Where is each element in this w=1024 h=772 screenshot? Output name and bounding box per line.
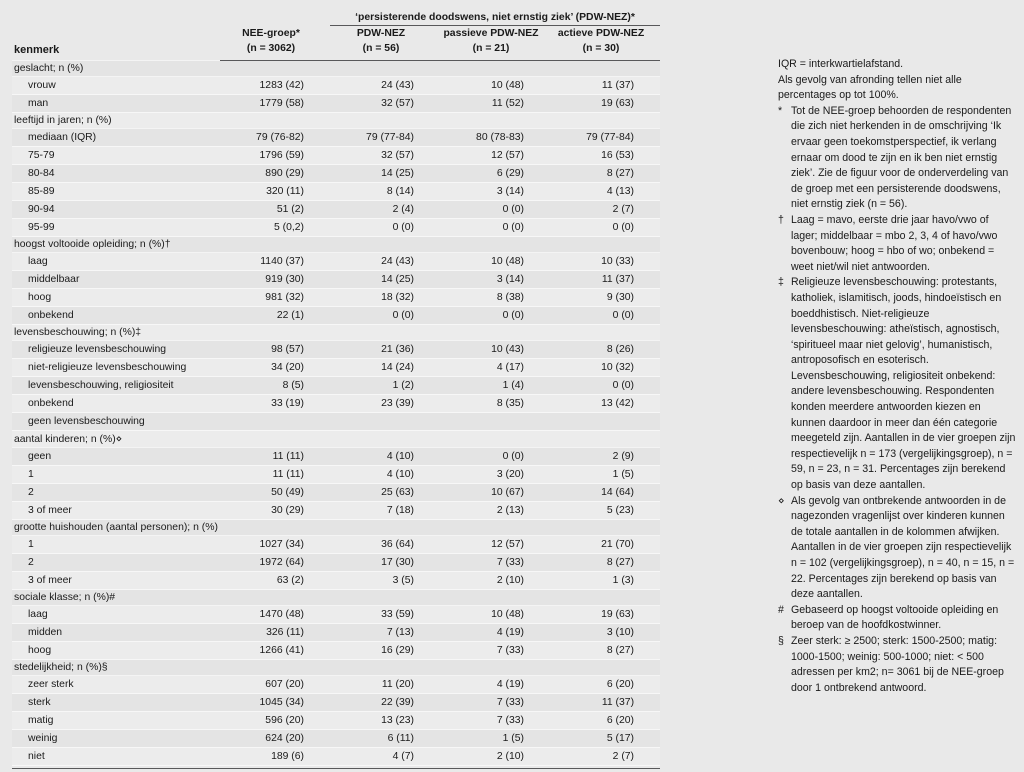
table-row [12,712,660,730]
table-row [12,271,660,289]
row-value: 32 (57) [330,147,440,165]
header-subcol-1-n: (n = 21) [472,43,510,54]
row-value: 624 (20) [220,730,330,748]
table-row [12,554,660,572]
section-spacer-cell [440,520,550,536]
section-spacer-cell [550,325,660,341]
row-value: 2 (13) [440,502,550,520]
row-value: 21 (36) [330,341,440,359]
row-label: mediaan (IQR) [12,129,220,147]
footnote-marker: ‡ [778,276,784,289]
bottom-rule-cell [550,766,660,769]
row-value: 1 (2) [330,377,440,395]
section-title: grootte huishouden (aantal personen); n (%) [12,520,220,536]
row-value: 16 (53) [550,147,660,165]
row-value: 596 (20) [220,712,330,730]
row-value: 1779 (58) [220,95,330,113]
row-label: 75-79 [12,147,220,165]
row-label: hoog [12,289,220,307]
section-spacer-cell [550,237,660,253]
row-value [440,413,550,431]
row-label: niet [12,748,220,766]
section-spacer-cell [440,660,550,676]
row-value: 8 (27) [550,165,660,183]
footnote-text: Als gevolg van ontbrekende antwoorden in de nagezonden vragenlijst over kinderen kunnen de totale aantallen in de kolommen afwijken. Aantallen in de vier groepen zijn respectievelijk n = 102 (vergelijkingsgroep), n = 40, n = 15, n = 22. Percentages zijn berekend op basis van deze aantallen. [791,494,1015,601]
section-spacer-cell [440,590,550,606]
row-value: 919 (30) [220,271,330,289]
row-value: 7 (33) [440,694,550,712]
row-label: onbekend [12,395,220,413]
section-spacer-cell [330,113,440,129]
row-label: geen [12,448,220,466]
row-value: 11 (37) [550,271,660,289]
footnote-plain: Als gevolg van afronding tellen niet alle percentages op tot 100%. [778,73,962,102]
section-header-row [12,113,660,129]
table-row [12,165,660,183]
row-value: 7 (13) [330,624,440,642]
row-label: vrouw [12,77,220,95]
section-header-row [12,61,660,77]
footnote-item [778,104,1016,213]
row-value: 6 (20) [550,676,660,694]
section-title: geslacht; n (%) [12,61,220,77]
section-header-row [12,520,660,536]
row-value: 8 (26) [550,341,660,359]
section-title: hoogst voltooide opleiding; n (%)† [12,237,220,253]
row-value: 6 (29) [440,165,550,183]
row-value: 5 (0,2) [220,219,330,237]
row-value: 1 (5) [550,466,660,484]
row-value: 0 (0) [440,201,550,219]
header-row-span [12,12,660,26]
row-value [550,413,660,431]
section-spacer-cell [550,590,660,606]
header-nee-groep [220,12,330,58]
row-value: 607 (20) [220,676,330,694]
footnote-text: Religieuze levensbeschouwing: protestants, katholiek, islamitisch, joods, hindoeïstisch en boeddhistisch. Niet-religieuze levensbeschouwing: atheïstisch, agnostisch, ‘spiritueel maar niet gelovig’, humanistisch, antroposofisch en esoterisch. Levensbeschouwing, religiositeit onbekend: andere levensbeschouwing. Respondenten konden meerdere antwoorden kiezen en kunnen daardoor in meer dan één categorie meegeteld zijn. Aantallen in de vier groepen zijn respectievelijk n = 173 (vergelijkingsgroep), n = 59, n = 23, n = 31. Percentages zijn berekend op basis van deze aantallen. [791,276,1016,492]
table-row [12,694,660,712]
row-value: 13 (42) [550,395,660,413]
row-value: 10 (33) [550,253,660,271]
row-value: 30 (29) [220,502,330,520]
row-value: 3 (5) [330,572,440,590]
row-value: 4 (17) [440,359,550,377]
row-value: 14 (25) [330,271,440,289]
row-value: 8 (27) [550,554,660,572]
row-label: hoog [12,642,220,660]
bottom-rule-cell [440,766,550,769]
row-label: matig [12,712,220,730]
row-value: 25 (63) [330,484,440,502]
row-value: 0 (0) [440,219,550,237]
footnotes-panel [668,0,1024,772]
header-kenmerk: kenmerk [12,12,220,61]
section-header-row [12,660,660,676]
row-value: 14 (64) [550,484,660,502]
row-value: 320 (11) [220,183,330,201]
section-title: sociale klasse; n (%)# [12,590,220,606]
row-label: 2 [12,484,220,502]
row-value: 0 (0) [330,307,440,325]
section-title: aantal kinderen; n (%)⋄ [12,431,220,448]
section-spacer-cell [220,61,330,77]
row-value: 8 (35) [440,395,550,413]
row-value: 4 (13) [550,183,660,201]
row-value: 1 (4) [440,377,550,395]
row-value: 3 (20) [440,466,550,484]
row-value: 2 (10) [440,572,550,590]
row-value: 19 (63) [550,606,660,624]
row-value: 12 (57) [440,536,550,554]
table-row [12,201,660,219]
characteristics-table [12,12,660,769]
row-value: 10 (43) [440,341,550,359]
row-value: 8 (14) [330,183,440,201]
section-spacer-cell [550,61,660,77]
table-row [12,730,660,748]
row-value: 4 (10) [330,466,440,484]
header-subcol-1 [440,26,550,59]
table-row [12,253,660,271]
section-spacer-cell [330,590,440,606]
row-value: 7 (33) [440,712,550,730]
row-value: 2 (7) [550,748,660,766]
row-value: 3 (14) [440,183,550,201]
row-label: laag [12,253,220,271]
row-label: weinig [12,730,220,748]
table-body [12,61,660,769]
section-title: levensbeschouwing; n (%)‡ [12,325,220,341]
row-value: 1266 (41) [220,642,330,660]
row-value: 10 (48) [440,77,550,95]
header-pdwnez-span-title: ‘persisterende doodswens, niet ernstig ziek’ (PDW-NEZ)* [330,12,660,26]
row-value: 0 (0) [550,377,660,395]
section-spacer-cell [550,520,660,536]
row-value: 33 (59) [330,606,440,624]
row-value: 189 (6) [220,748,330,766]
row-value: 2 (9) [550,448,660,466]
table-row [12,359,660,377]
row-value: 10 (48) [440,606,550,624]
row-value: 3 (14) [440,271,550,289]
row-value: 12 (57) [440,147,550,165]
row-value: 0 (0) [550,219,660,237]
section-spacer-cell [220,520,330,536]
row-value: 7 (18) [330,502,440,520]
section-title: stedelijkheid; n (%)§ [12,660,220,676]
table-row [12,466,660,484]
row-value: 4 (19) [440,676,550,694]
footnote-item [778,275,1016,493]
section-spacer-cell [220,431,330,448]
section-header-row [12,237,660,253]
header-nee-groep-n: (n = 3062) [246,43,296,54]
row-value: 17 (30) [330,554,440,572]
table-row [12,289,660,307]
row-label: 80-84 [12,165,220,183]
row-value: 1796 (59) [220,147,330,165]
section-title: leeftijd in jaren; n (%) [12,113,220,129]
table-row [12,572,660,590]
row-value: 23 (39) [330,395,440,413]
bottom-rule-cell [220,766,330,769]
row-value: 0 (0) [550,307,660,325]
footnote-item [778,213,1016,275]
table-row [12,676,660,694]
header-subcol-0 [330,26,440,59]
row-label: religieuze levensbeschouwing [12,341,220,359]
row-label: geen levensbeschouwing [12,413,220,431]
row-value: 4 (10) [330,448,440,466]
row-value: 14 (24) [330,359,440,377]
row-value: 1283 (42) [220,77,330,95]
row-label: 85-89 [12,183,220,201]
bottom-rule-cell [330,766,440,769]
table-row [12,95,660,113]
table-row [12,413,660,431]
row-value: 1972 (64) [220,554,330,572]
row-label: 95-99 [12,219,220,237]
section-spacer-cell [330,325,440,341]
row-label: 2 [12,554,220,572]
header-subcol-2 [550,26,660,59]
row-label: onbekend [12,307,220,325]
header-subcol-1-label: passieve PDW-NEZ [443,28,539,39]
footnote-text: Gebaseerd op hoogst voltooide opleiding en beroep van de hoofdkostwinner. [791,603,999,632]
row-value: 326 (11) [220,624,330,642]
footnote-item [778,603,1016,634]
footnote-marker: † [778,213,784,226]
row-value: 32 (57) [330,95,440,113]
row-label: 1 [12,536,220,554]
row-value: 22 (1) [220,307,330,325]
row-value: 0 (0) [330,219,440,237]
row-value: 24 (43) [330,77,440,95]
row-value: 80 (78-83) [440,129,550,147]
table-row [12,147,660,165]
section-spacer-cell [330,237,440,253]
section-spacer-cell [330,520,440,536]
row-value: 33 (19) [220,395,330,413]
table-header [12,12,660,61]
table-row [12,606,660,624]
row-value: 4 (19) [440,624,550,642]
section-spacer-cell [440,237,550,253]
row-value: 8 (27) [550,642,660,660]
table-row [12,748,660,766]
header-subcol-2-label: actieve PDW-NEZ [557,28,645,39]
row-label: niet-religieuze levensbeschouwing [12,359,220,377]
row-value: 1045 (34) [220,694,330,712]
row-label: midden [12,624,220,642]
header-subcol-0-n: (n = 56) [362,43,400,54]
section-spacer-cell [220,590,330,606]
row-label: 3 of meer [12,572,220,590]
section-header-row [12,590,660,606]
section-header-row [12,431,660,448]
row-value: 890 (29) [220,165,330,183]
row-value: 0 (0) [440,448,550,466]
table-row [12,536,660,554]
row-label: 3 of meer [12,502,220,520]
table-row [12,129,660,147]
row-value [220,413,330,431]
row-value: 8 (5) [220,377,330,395]
section-spacer-cell [220,113,330,129]
row-value: 4 (7) [330,748,440,766]
row-value: 98 (57) [220,341,330,359]
section-spacer-cell [330,660,440,676]
row-value: 3 (10) [550,624,660,642]
row-value: 51 (2) [220,201,330,219]
row-value: 11 (20) [330,676,440,694]
row-value: 981 (32) [220,289,330,307]
row-value: 1470 (48) [220,606,330,624]
header-subcol-0-label: PDW-NEZ [356,28,406,39]
table-row [12,219,660,237]
table-row [12,448,660,466]
header-subcol-2-n: (n = 30) [582,43,620,54]
table-row [12,395,660,413]
row-value: 79 (76-82) [220,129,330,147]
section-header-row [12,325,660,341]
row-value: 50 (49) [220,484,330,502]
section-spacer-cell [330,431,440,448]
section-spacer-cell [220,237,330,253]
row-value: 5 (23) [550,502,660,520]
row-value: 11 (11) [220,466,330,484]
row-value: 9 (30) [550,289,660,307]
section-spacer-cell [550,113,660,129]
row-value: 79 (77-84) [550,129,660,147]
footnote-item [778,634,1016,696]
table-row [12,642,660,660]
row-value: 18 (32) [330,289,440,307]
row-value: 14 (25) [330,165,440,183]
row-value: 7 (33) [440,554,550,572]
table-bottom-rule [12,766,660,769]
row-label: 1 [12,466,220,484]
footnote-text: Laag = mavo, eerste drie jaar havo/vwo of lager; middelbaar = mbo 2, 3, 4 of havo/vwo bovenbouw; hoog = hbo of wo; onbekend = weet niet/wil niet antwoorden. [791,213,998,273]
section-spacer-cell [440,113,550,129]
row-value: 16 (29) [330,642,440,660]
section-spacer-cell [440,61,550,77]
row-value: 10 (48) [440,253,550,271]
row-value: 21 (70) [550,536,660,554]
section-spacer-cell [440,325,550,341]
header-nee-groep-label: NEE-groep* [242,28,300,39]
section-spacer-cell [440,431,550,448]
footnote-marker: # [778,603,784,616]
row-label: zeer sterk [12,676,220,694]
row-value: 13 (23) [330,712,440,730]
row-label: middelbaar [12,271,220,289]
row-value: 22 (39) [330,694,440,712]
row-value: 7 (33) [440,642,550,660]
section-spacer-cell [550,431,660,448]
row-label: sterk [12,694,220,712]
row-value: 24 (43) [330,253,440,271]
table-row [12,77,660,95]
footnote-plain: IQR = interkwartielafstand. [778,58,904,70]
row-value: 8 (38) [440,289,550,307]
table-row [12,341,660,359]
row-label: 90-94 [12,201,220,219]
footnote-marker: § [778,634,784,647]
row-value: 11 (37) [550,694,660,712]
table-row [12,307,660,325]
row-label: laag [12,606,220,624]
section-spacer-cell [550,660,660,676]
footnote-marker: * [778,104,783,117]
row-value: 2 (7) [550,201,660,219]
row-value: 1 (5) [440,730,550,748]
row-value: 10 (67) [440,484,550,502]
row-value: 36 (64) [330,536,440,554]
section-spacer-cell [330,61,440,77]
table-row [12,624,660,642]
row-value: 6 (11) [330,730,440,748]
footnote-marker: ⋄ [778,494,785,507]
table-row [12,183,660,201]
row-value: 2 (4) [330,201,440,219]
footnote-text: Zeer sterk: ≥ 2500; sterk: 1500-2500; matig: 1000-1500; weinig: 500-1000; niet: < 500 adressen per km2; n= 3061 bij de NEE-groep door 1 ontbrekend antwoord. [791,634,1004,694]
table-row [12,377,660,395]
row-value: 1027 (34) [220,536,330,554]
row-label: levensbeschouwing, religiositeit [12,377,220,395]
row-value: 2 (10) [440,748,550,766]
row-value: 11 (52) [440,95,550,113]
footnote-text: Tot de NEE-groep behoorden de respondenten die zich niet herkenden in de omschrijving ‘Ik ervaar geen toekomstperspectief, ik verlang ernaar om dood te zijn en ik ben niet ernstig ziek’. Zie de figuur voor de onderverdeling van de groep met een persisterende doodswens, niet ernstig ziek (n = 56). [791,104,1012,211]
bottom-rule-cell [12,766,220,769]
footnote-item [778,494,1016,603]
row-value: 0 (0) [440,307,550,325]
row-value: 1 (3) [550,572,660,590]
row-value: 10 (32) [550,359,660,377]
row-value: 6 (20) [550,712,660,730]
row-value: 63 (2) [220,572,330,590]
row-value: 11 (11) [220,448,330,466]
row-value: 19 (63) [550,95,660,113]
table-row [12,484,660,502]
table-row [12,502,660,520]
row-value: 1140 (37) [220,253,330,271]
row-value: 11 (37) [550,77,660,95]
section-spacer-cell [220,325,330,341]
section-spacer-cell [220,660,330,676]
row-value: 79 (77-84) [330,129,440,147]
row-label: man [12,95,220,113]
row-value [330,413,440,431]
row-value: 34 (20) [220,359,330,377]
row-value: 5 (17) [550,730,660,748]
